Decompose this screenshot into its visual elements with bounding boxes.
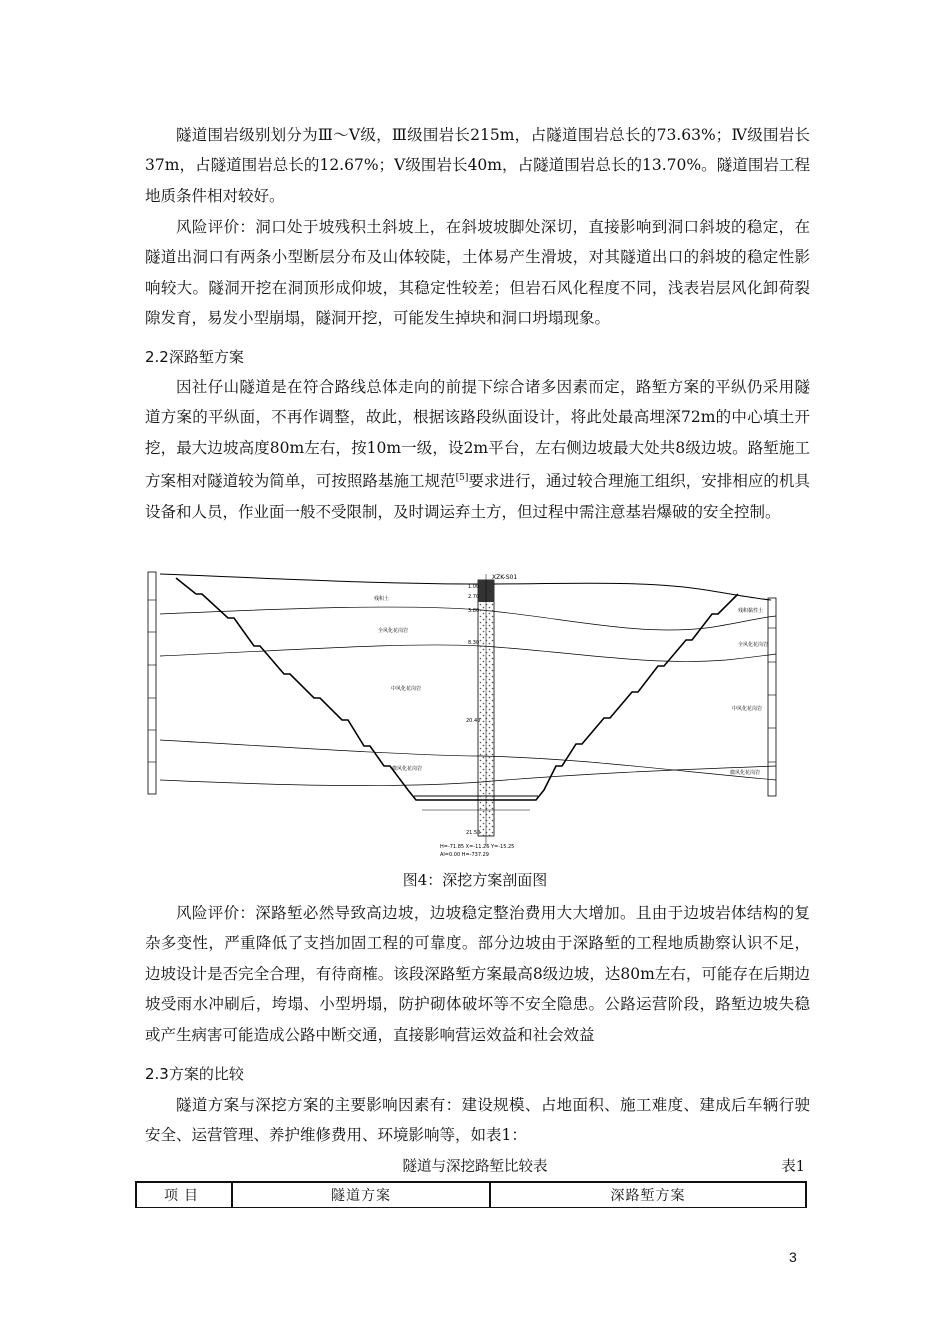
layer-boundary-3 xyxy=(160,740,776,780)
paragraph-rock-grade: 隧道围岩级别划分为Ⅲ～Ⅴ级，Ⅲ级围岩长215m，占隧道围岩总长的73.63%；Ⅳ级围岩长37m，占隧道围岩总长的12.67%；Ⅴ级围岩长40m，占隧道围岩总长的13.70%。隧道围岩工程地质条件相对较好。 xyxy=(145,126,810,205)
layer-label-right: 微风化花岗岩 xyxy=(730,770,761,776)
paragraph-cutting-plan-text-1: 因社仔山隧道是在符合路线总体走向的前提下综合诸多因素而定，路堑方案的平纵仍采用隧道方案的平纵面，不再作调整，故此，根据该路段纵面设计，将此处最高埋深72m的中心填土开挖，最大边坡高度80m左右，按10m一级，设2m平台，左右侧边坡最大处共8级边坡。路堑施工方案相对隧道较为简单，可按照路基施工规范 xyxy=(145,378,810,491)
comparison-table xyxy=(135,1181,807,1208)
layer-boundary-4 xyxy=(160,766,776,786)
paragraph-cutting-plan-text-2: 要求进行，通过较合理施工组织，安排相应的机具设备和人员，作业面一般不受限制，及时调运弃土方，但过程中需注意基岩爆破的安全控制。 xyxy=(145,472,810,521)
layer-label-left: 微风化花岗岩 xyxy=(392,766,423,772)
citation-ref: [5] xyxy=(455,473,469,484)
figure-caption: 图4：深挖方案剖面图 xyxy=(402,871,548,889)
layer-label-right: 中风化花岗岩 xyxy=(732,706,763,712)
table-title: 隧道与深挖路堑比较表 xyxy=(402,1159,548,1175)
borehole-label: XZK-S01 xyxy=(492,574,518,581)
layer-label-right: 全风化花岗岩 xyxy=(738,642,769,648)
heading-2-2: 2.2深路堑方案 xyxy=(145,348,244,366)
layer-label-right: 残积黏性土 xyxy=(738,608,764,614)
depth-label: 2.70 xyxy=(468,594,480,600)
heading-2-3: 2.3方案的比较 xyxy=(145,1065,244,1083)
figure-bottom-note: Al=0.00 H=-737.29 xyxy=(440,852,489,858)
excavation-profile xyxy=(176,578,738,800)
ground-surface-line xyxy=(160,574,771,600)
depth-label: 21.50 xyxy=(466,830,481,836)
layer-label-left: 全风化花岗岩 xyxy=(378,628,409,634)
table-header-cell: 深路堑方案 xyxy=(490,1182,806,1208)
left-scale-bar xyxy=(148,572,156,794)
paragraph-comparison-intro: 隧道方案与深挖方案的主要影响因素有：建设规模、占地面积、施工难度、建成后车辆行驶安全、运营管理、养护维修费用、环境影响等，如表1： xyxy=(145,1096,810,1145)
paragraph-risk-cutting: 风险评价：深路堑必然导致高边坡，边坡稳定整治费用大大增加。且由于边坡岩体结构的复杂多变性，严重降低了支挡加固工程的可靠度。部分边坡由于深路堑的工程地质勘察认识不足，边坡设计是否完全合理，有待商榷。该段深路堑方案最高8级边坡，达80m左右，可能存在后期边坡受雨水冲刷后，垮塌、小型坍塌，防护砌体破坏等不安全隐患。公路运营阶段，路堑边坡失稳或产生病害可能造成公路中断交通，直接影响营运效益和社会效益 xyxy=(145,904,810,1044)
cross-section-drawing xyxy=(146,570,782,860)
depth-label: 8.30 xyxy=(468,640,480,646)
table-header-row xyxy=(136,1182,806,1208)
table-header-cell: 隧道方案 xyxy=(232,1182,490,1208)
depth-label: 1.00 xyxy=(468,584,480,590)
figure-cross-section xyxy=(146,570,782,860)
page-number: 3 xyxy=(789,1249,797,1265)
paragraph-risk-tunnel: 风险评价：洞口处于坡残积土斜坡上，在斜坡坡脚处深切，直接影响到洞口斜坡的稳定，在隧道出洞口有两条小型断层分布及山体较陡，土体易产生滑坡，对其隧道出口的斜坡的稳定性影响较大。隧洞开挖在洞顶形成仰坡，其稳定性较差；但岩石风化程度不同，浅表岩层风化卸荷裂隙发育，易发小型崩塌，隧洞开挖，可能发生掉块和洞口坍塌现象。 xyxy=(145,218,810,328)
paragraph-cutting-plan xyxy=(145,372,810,527)
depth-label: 3.80 xyxy=(468,608,480,614)
figure-bottom-note: H=-71.85 X=-11.26 Y=-15.25 xyxy=(440,844,515,850)
layer-label-left: 残积土 xyxy=(374,596,390,602)
layer-boundary-2 xyxy=(160,645,776,662)
depth-label: 20.40 xyxy=(466,718,481,724)
table-number: 表1 xyxy=(781,1159,805,1175)
layer-label-left: 中风化花岗岩 xyxy=(391,686,422,692)
table-header-cell: 项目 xyxy=(136,1182,232,1208)
